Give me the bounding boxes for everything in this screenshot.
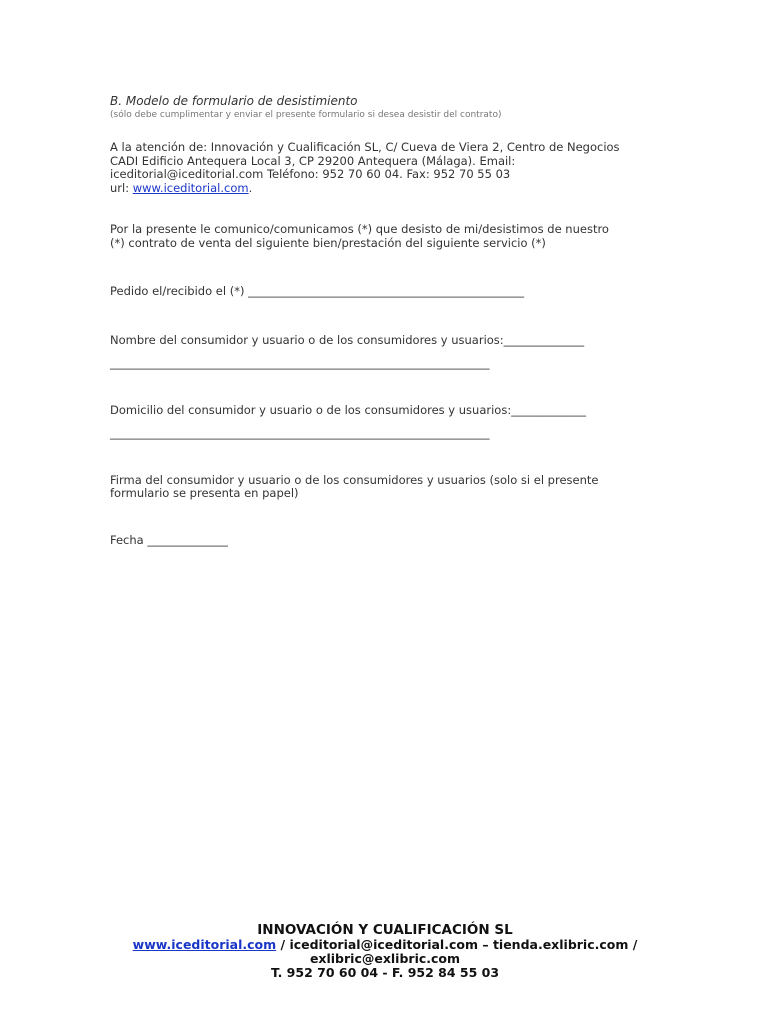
footer-contacts-rest: / iceditorial@iceditorial.com – tienda.exlibric.com / [276,937,638,952]
address-url-line [110,182,670,196]
footer-email-2: exlibric@exlibric.com [309,951,461,966]
statement [110,223,670,250]
address-line-1: A la atención de: Innovación y Cualificación SL, C/ Cueva de Viera 2, Centro de Negocios [110,140,620,154]
statement-line-2: (*) contrato de venta del siguiente bien/prestación del siguiente servicio (*) [110,235,546,250]
footer-contacts [0,938,770,952]
consumer-address-line-2: __________________________________________________________________ [110,426,490,440]
withdrawal-form [110,94,670,547]
website-link[interactable]: www.iceditorial.com [132,180,249,195]
recipient-address [110,141,670,195]
ordered-received-field: Pedido el/recibido el (*) ________________________________________________ [110,284,525,298]
address-line-2: CADI Edificio Antequera Local 3, CP 29200 Antequera (Málaga). Email: [110,153,516,168]
signature-line-2: formulario se presenta en papel) [110,486,299,500]
consumer-name-line-2: __________________________________________________________________ [110,356,490,370]
signature-field [110,474,670,501]
footer-website-link[interactable]: www.iceditorial.com [132,937,277,952]
date-field: Fecha ______________ [110,532,228,547]
consumer-address-field: Domicilio del consumidor y usuario o de los consumidores y usuarios:_____________ [110,402,586,417]
consumer-name-field: Nombre del consumidor y usuario o de los consumidores y usuarios:______________ [110,332,585,347]
signature-line-1: Firma del consumidor y usuario o de los consumidores y usuarios (solo si el presente [110,472,599,487]
footer-company: INNOVACIÓN Y CUALIFICACIÓN SL [257,922,513,938]
url-end: . [248,180,253,195]
form-title: B. Modelo de formulario de desistimiento [110,94,358,108]
statement-line-1: Por la presente le comunico/comunicamos (*) que desisto de mi/desistimos de nuestro [110,222,609,236]
page-footer [0,922,770,980]
address-line-3: iceditorial@iceditorial.com Teléfono: 952 70 60 04. Fax: 952 70 55 03 [110,167,511,181]
footer-phones: T. 952 70 60 04 - F. 952 84 55 03 [270,965,500,980]
form-subtitle: (sólo debe cumplimentar y enviar el presente formulario si desea desistir del contrato) [110,110,502,120]
url-label: url: [110,180,133,195]
